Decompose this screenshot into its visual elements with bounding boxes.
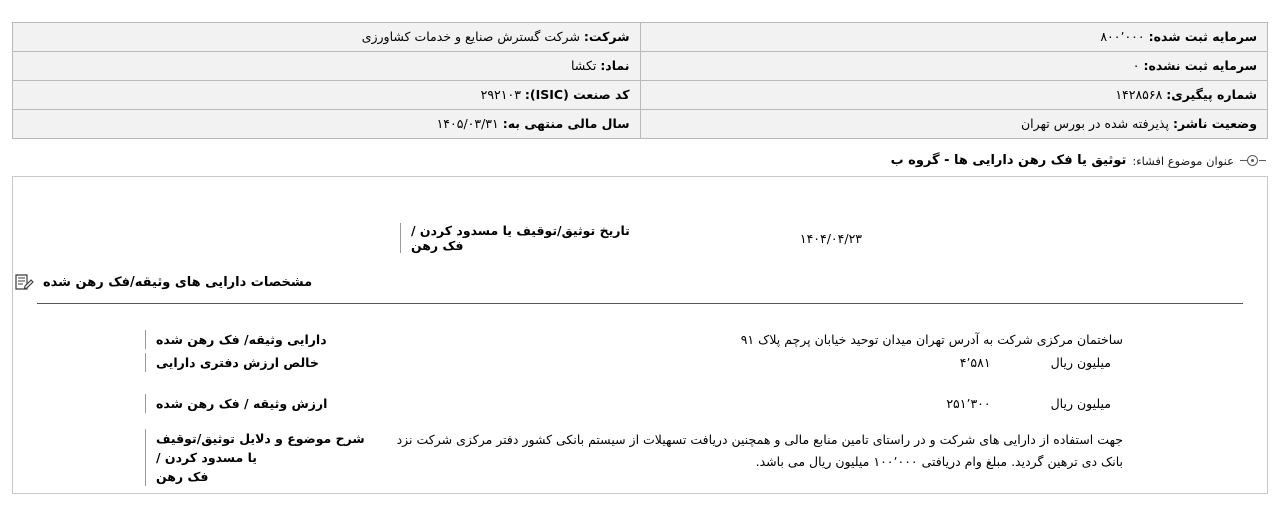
- isic-label: کد صنعت (ISIC):: [524, 87, 630, 102]
- tracking-number-value: ۱۴۲۸۵۶۸: [1115, 87, 1163, 102]
- pledge-value-label: ارزش وثیقه / فک رهن شده: [145, 394, 375, 413]
- registered-capital-value: ۸۰۰٬۰۰۰: [1100, 29, 1145, 44]
- fiscal-year-cell: [13, 110, 641, 139]
- disclosure-subject: [12, 153, 1266, 168]
- asset-label: دارایی وثیقه/ فک رهن شده: [145, 330, 375, 349]
- description-value: جهت استفاده از دارایی های شرکت و در راستای تامین منابع مالی و همچنین دریافت تسهیلات از سیستم بانکی کشور دفتر مرکزی شرکت نزد بانک دی ترهین گردید. مبلغ وام دریافتی ۱۰۰٬۰۰۰ میلیون ریال می باشد.: [396, 432, 1123, 469]
- target-bullet-icon: [1240, 154, 1266, 168]
- table-row: [13, 110, 1268, 139]
- symbol-value: تکشا: [570, 58, 597, 73]
- registered-capital-cell: [640, 23, 1268, 52]
- book-value-unit: میلیون ریال: [1050, 355, 1111, 370]
- book-value-row: [13, 353, 1267, 372]
- book-value-number: ۴٬۵۸۱: [959, 355, 991, 370]
- tracking-number-label: شماره پیگیری:: [1166, 87, 1257, 102]
- description-label-line1: شرح موضوع و دلایل توثیق/توقیف یا مسدود کردن /: [156, 431, 365, 465]
- pledge-value-unit: میلیون ریال: [1050, 396, 1111, 411]
- company-info-table: [12, 22, 1268, 139]
- fiscal-year-label: سال مالی منتهی به:: [502, 116, 630, 131]
- assets-section-header: [13, 271, 1249, 293]
- fiscal-year-value: ۱۴۰۵/۰۳/۳۱: [436, 116, 499, 131]
- publisher-status-label: وضعیت ناشر:: [1172, 116, 1257, 131]
- isic-value: ۲۹۲۱۰۳: [480, 87, 521, 102]
- company-value: شرکت گسترش صنایع و خدمات کشاورزی: [361, 29, 580, 44]
- table-row: [13, 23, 1268, 52]
- assets-section-title: مشخصات دارایی های وثیقه/فک رهن شده: [43, 274, 313, 290]
- description-label: [145, 429, 375, 486]
- table-row: [13, 81, 1268, 110]
- asset-details: [13, 330, 1267, 486]
- subject-prefix: عنوان موضوع افشاء:: [1132, 153, 1234, 168]
- unregistered-capital-cell: [640, 52, 1268, 81]
- registered-capital-label: سرمایه ثبت شده:: [1148, 29, 1257, 44]
- symbol-cell: [13, 52, 641, 81]
- description-row: [13, 429, 1267, 486]
- unregistered-capital-value: ۰: [1132, 58, 1140, 73]
- table-row: [13, 52, 1268, 81]
- isic-cell: [13, 81, 641, 110]
- asset-value: ساختمان مرکزی شرکت به آدرس تهران میدان توحید خیابان پرچم پلاک ۹۱: [740, 332, 1123, 347]
- pledge-date-row: [13, 223, 1267, 253]
- pledge-value-row: [13, 394, 1267, 413]
- description-label-line2: فک رهن: [156, 469, 209, 484]
- disclosure-body: [12, 176, 1268, 494]
- publisher-status-value: پذیرفته شده در بورس تهران: [1021, 116, 1169, 131]
- document-edit-icon: [13, 271, 35, 293]
- asset-row: [13, 330, 1267, 349]
- tracking-number-cell: [640, 81, 1268, 110]
- document-page: [0, 22, 1280, 510]
- publisher-status-cell: [640, 110, 1268, 139]
- pledge-date-label: تاریخ توثیق/توقیف یا مسدود کردن / فک رهن: [400, 223, 640, 253]
- company-name-cell: [13, 23, 641, 52]
- pledge-date-value: ۱۴۰۴/۰۴/۲۳: [799, 230, 862, 246]
- pledge-value-number: ۲۵۱٬۳۰۰: [946, 396, 991, 411]
- unregistered-capital-label: سرمایه ثبت نشده:: [1143, 58, 1257, 73]
- symbol-label: نماد:: [600, 58, 630, 73]
- section-divider: [37, 303, 1243, 304]
- book-value-label: خالص ارزش دفتری دارایی: [145, 353, 375, 372]
- company-label: شرکت:: [583, 29, 630, 44]
- subject-title: توثیق یا فک رهن دارایی ها - گروه ب: [890, 153, 1127, 168]
